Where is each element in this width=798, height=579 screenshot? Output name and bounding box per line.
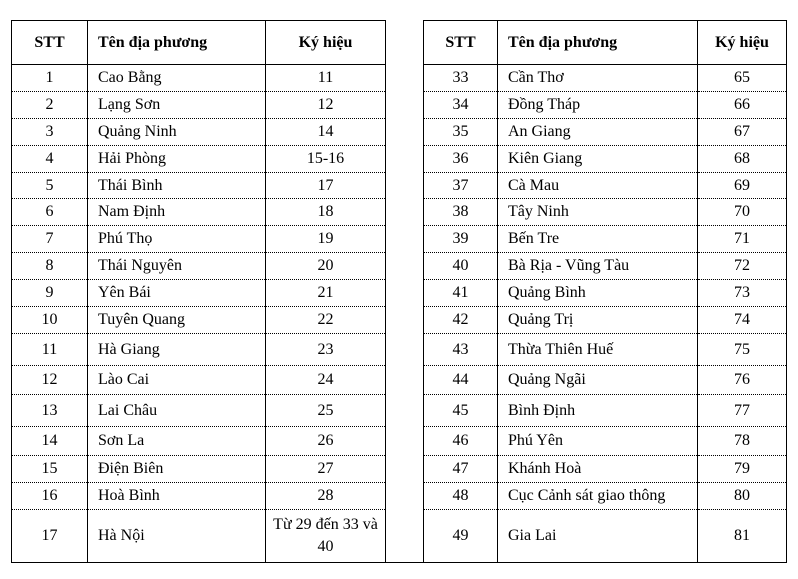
column-gap-cell [386, 92, 424, 119]
table-row [12, 92, 787, 119]
table-row [12, 334, 787, 366]
left-code-cell: 18 [266, 199, 386, 226]
table-row [12, 173, 787, 199]
left-stt-cell: 14 [12, 427, 88, 456]
right-code-cell: 76 [698, 366, 787, 395]
right-code-cell: 72 [698, 253, 787, 280]
left-code-cell: 19 [266, 226, 386, 253]
right-stt-cell: 34 [424, 92, 498, 119]
right-stt-cell: 49 [424, 510, 498, 563]
right-stt-cell: 37 [424, 173, 498, 199]
left-stt-cell: 17 [12, 510, 88, 563]
column-gap-cell [386, 65, 424, 92]
left-place-cell: Điện Biên [88, 456, 266, 483]
right-code-cell: 67 [698, 119, 787, 146]
right-place-cell: Bình Định [498, 395, 698, 427]
table-row [12, 510, 787, 563]
table-row [12, 483, 787, 510]
left-stt-cell: 13 [12, 395, 88, 427]
right-place-cell: Quảng Ngãi [498, 366, 698, 395]
right-stt-cell: 38 [424, 199, 498, 226]
column-gap-cell [386, 173, 424, 199]
column-gap-cell [386, 146, 424, 173]
column-gap-cell [386, 483, 424, 510]
table-row [12, 226, 787, 253]
left-place-cell: Yên Bái [88, 280, 266, 307]
table-row [12, 253, 787, 280]
left-place-cell: Lai Châu [88, 395, 266, 427]
left-place-cell: Quảng Ninh [88, 119, 266, 146]
right-place-cell: Đồng Tháp [498, 92, 698, 119]
left-stt-cell: 8 [12, 253, 88, 280]
right-place-cell: Cần Thơ [498, 65, 698, 92]
left-stt-cell: 10 [12, 307, 88, 334]
left-stt-cell: 1 [12, 65, 88, 92]
left-code-cell: 11 [266, 65, 386, 92]
left-place-cell: Phú Thọ [88, 226, 266, 253]
left-code-cell: 12 [266, 92, 386, 119]
header-place-left: Tên địa phương [88, 21, 266, 65]
table-body [12, 65, 787, 563]
left-stt-cell: 5 [12, 173, 88, 199]
right-place-cell: Quảng Bình [498, 280, 698, 307]
table-row [12, 456, 787, 483]
left-place-cell: Tuyên Quang [88, 307, 266, 334]
right-code-cell: 77 [698, 395, 787, 427]
left-place-cell: Lạng Sơn [88, 92, 266, 119]
right-stt-cell: 35 [424, 119, 498, 146]
right-stt-cell: 39 [424, 226, 498, 253]
header-code-right: Ký hiệu [698, 21, 787, 65]
column-gap-cell [386, 307, 424, 334]
column-gap-cell [386, 226, 424, 253]
left-place-cell: Hà Giang [88, 334, 266, 366]
header-row [12, 21, 787, 65]
right-place-cell: Khánh Hoà [498, 456, 698, 483]
right-code-cell: 79 [698, 456, 787, 483]
table-row [12, 199, 787, 226]
left-code-cell: 20 [266, 253, 386, 280]
table-row [12, 307, 787, 334]
right-code-cell: 70 [698, 199, 787, 226]
right-stt-cell: 48 [424, 483, 498, 510]
left-stt-cell: 6 [12, 199, 88, 226]
right-code-cell: 65 [698, 65, 787, 92]
left-stt-cell: 11 [12, 334, 88, 366]
left-code-cell: Từ 29 đến 33 và 40 [266, 510, 386, 563]
right-code-cell: 71 [698, 226, 787, 253]
left-code-cell: 23 [266, 334, 386, 366]
right-place-cell: Quảng Trị [498, 307, 698, 334]
left-place-cell: Thái Bình [88, 173, 266, 199]
table-row [12, 427, 787, 456]
header-gap [386, 21, 424, 65]
right-code-cell: 74 [698, 307, 787, 334]
column-gap-cell [386, 366, 424, 395]
table-row [12, 366, 787, 395]
right-code-cell: 68 [698, 146, 787, 173]
table-row [12, 395, 787, 427]
right-place-cell: Cục Cảnh sát giao thông [498, 483, 698, 510]
right-stt-cell: 45 [424, 395, 498, 427]
left-stt-cell: 2 [12, 92, 88, 119]
table-row [12, 65, 787, 92]
right-code-cell: 66 [698, 92, 787, 119]
right-code-cell: 75 [698, 334, 787, 366]
left-code-cell: 27 [266, 456, 386, 483]
left-place-cell: Nam Định [88, 199, 266, 226]
right-place-cell: Bến Tre [498, 226, 698, 253]
right-stt-cell: 43 [424, 334, 498, 366]
left-code-cell: 17 [266, 173, 386, 199]
left-place-cell: Hải Phòng [88, 146, 266, 173]
right-place-cell: Phú Yên [498, 427, 698, 456]
left-code-cell: 24 [266, 366, 386, 395]
left-stt-cell: 9 [12, 280, 88, 307]
left-place-cell: Hà Nội [88, 510, 266, 563]
right-place-cell: Bà Rịa - Vũng Tàu [498, 253, 698, 280]
right-code-cell: 80 [698, 483, 787, 510]
column-gap-cell [386, 253, 424, 280]
right-stt-cell: 36 [424, 146, 498, 173]
table-row [12, 119, 787, 146]
right-stt-cell: 44 [424, 366, 498, 395]
right-place-cell: Gia Lai [498, 510, 698, 563]
right-place-cell: Kiên Giang [498, 146, 698, 173]
plate-code-table [11, 20, 787, 563]
left-code-cell: 14 [266, 119, 386, 146]
column-gap-cell [386, 510, 424, 563]
left-code-cell: 22 [266, 307, 386, 334]
left-stt-cell: 12 [12, 366, 88, 395]
left-stt-cell: 16 [12, 483, 88, 510]
right-code-cell: 69 [698, 173, 787, 199]
left-stt-cell: 7 [12, 226, 88, 253]
right-stt-cell: 42 [424, 307, 498, 334]
column-gap-cell [386, 456, 424, 483]
column-gap-cell [386, 199, 424, 226]
left-place-cell: Lào Cai [88, 366, 266, 395]
left-place-cell: Sơn La [88, 427, 266, 456]
column-gap-cell [386, 280, 424, 307]
right-stt-cell: 33 [424, 65, 498, 92]
right-place-cell: Tây Ninh [498, 199, 698, 226]
left-code-cell: 15-16 [266, 146, 386, 173]
left-code-cell: 28 [266, 483, 386, 510]
column-gap-cell [386, 119, 424, 146]
left-code-cell: 21 [266, 280, 386, 307]
left-code-cell: 26 [266, 427, 386, 456]
right-code-cell: 78 [698, 427, 787, 456]
header-code-left: Ký hiệu [266, 21, 386, 65]
right-place-cell: Cà Mau [498, 173, 698, 199]
header-stt-right: STT [424, 21, 498, 65]
right-stt-cell: 47 [424, 456, 498, 483]
table-row [12, 146, 787, 173]
left-place-cell: Thái Nguyên [88, 253, 266, 280]
table-row [12, 280, 787, 307]
column-gap-cell [386, 334, 424, 366]
left-place-cell: Hoà Bình [88, 483, 266, 510]
right-stt-cell: 46 [424, 427, 498, 456]
column-gap-cell [386, 395, 424, 427]
plate-code-table-wrapper [11, 20, 787, 563]
right-code-cell: 73 [698, 280, 787, 307]
left-stt-cell: 3 [12, 119, 88, 146]
left-stt-cell: 15 [12, 456, 88, 483]
left-place-cell: Cao Bằng [88, 65, 266, 92]
right-place-cell: Thừa Thiên Huế [498, 334, 698, 366]
right-code-cell: 81 [698, 510, 787, 563]
right-place-cell: An Giang [498, 119, 698, 146]
right-stt-cell: 40 [424, 253, 498, 280]
header-stt-left: STT [12, 21, 88, 65]
left-code-cell: 25 [266, 395, 386, 427]
column-gap-cell [386, 427, 424, 456]
left-stt-cell: 4 [12, 146, 88, 173]
header-place-right: Tên địa phương [498, 21, 698, 65]
right-stt-cell: 41 [424, 280, 498, 307]
